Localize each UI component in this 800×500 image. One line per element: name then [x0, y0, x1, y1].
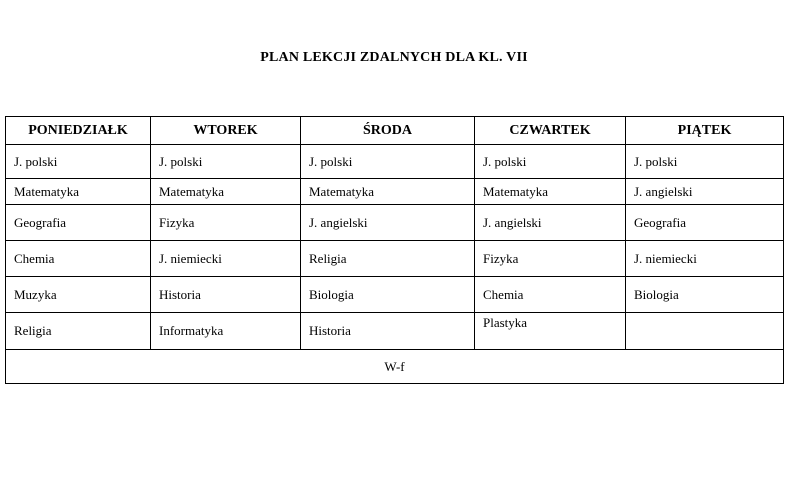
- lesson-cell: Chemia: [6, 241, 151, 277]
- lesson-cell: Informatyka: [151, 313, 301, 350]
- lesson-cell: Biologia: [626, 277, 784, 313]
- header-row: [6, 117, 784, 145]
- lesson-cell-empty: [626, 313, 784, 350]
- day-header-tuesday: WTOREK: [151, 117, 301, 145]
- schedule-table: [5, 116, 784, 384]
- lesson-cell: Religia: [6, 313, 151, 350]
- lesson-cell: Geografia: [626, 205, 784, 241]
- lesson-row-2: [6, 179, 784, 205]
- lesson-cell: J. polski: [6, 145, 151, 179]
- lesson-cell: J. polski: [151, 145, 301, 179]
- lesson-row-6: [6, 313, 784, 350]
- lesson-cell: J. niemiecki: [626, 241, 784, 277]
- lesson-cell: Chemia: [475, 277, 626, 313]
- day-header-thursday: CZWARTEK: [475, 117, 626, 145]
- lesson-cell: Religia: [301, 241, 475, 277]
- lesson-cell: Historia: [151, 277, 301, 313]
- day-header-wednesday: ŚRODA: [301, 117, 475, 145]
- footer-cell-wf: W-f: [6, 350, 784, 384]
- lesson-cell: Matematyka: [151, 179, 301, 205]
- lesson-cell: Muzyka: [6, 277, 151, 313]
- lesson-cell: J. polski: [301, 145, 475, 179]
- lesson-cell: Matematyka: [301, 179, 475, 205]
- day-header-friday: PIĄTEK: [626, 117, 784, 145]
- lesson-cell: Fizyka: [151, 205, 301, 241]
- lesson-row-4: [6, 241, 784, 277]
- lesson-cell: Historia: [301, 313, 475, 350]
- lesson-row-3: [6, 205, 784, 241]
- lesson-cell: J. angielski: [301, 205, 475, 241]
- lesson-cell: J. niemiecki: [151, 241, 301, 277]
- lesson-row-1: [6, 145, 784, 179]
- lesson-cell: J. polski: [626, 145, 784, 179]
- lesson-cell: Plastyka: [475, 313, 626, 350]
- lesson-cell: Matematyka: [6, 179, 151, 205]
- lesson-row-5: [6, 277, 784, 313]
- day-header-monday: PONIEDZIAŁK: [6, 117, 151, 145]
- lesson-cell: J. angielski: [475, 205, 626, 241]
- lesson-cell: Matematyka: [475, 179, 626, 205]
- lesson-cell: Geografia: [6, 205, 151, 241]
- lesson-cell: Biologia: [301, 277, 475, 313]
- lesson-cell: Fizyka: [475, 241, 626, 277]
- lesson-cell: J. angielski: [626, 179, 784, 205]
- footer-row: [6, 350, 784, 384]
- document-title: PLAN LEKCJI ZDALNYCH DLA KL. VII: [260, 50, 528, 65]
- lesson-cell: J. polski: [475, 145, 626, 179]
